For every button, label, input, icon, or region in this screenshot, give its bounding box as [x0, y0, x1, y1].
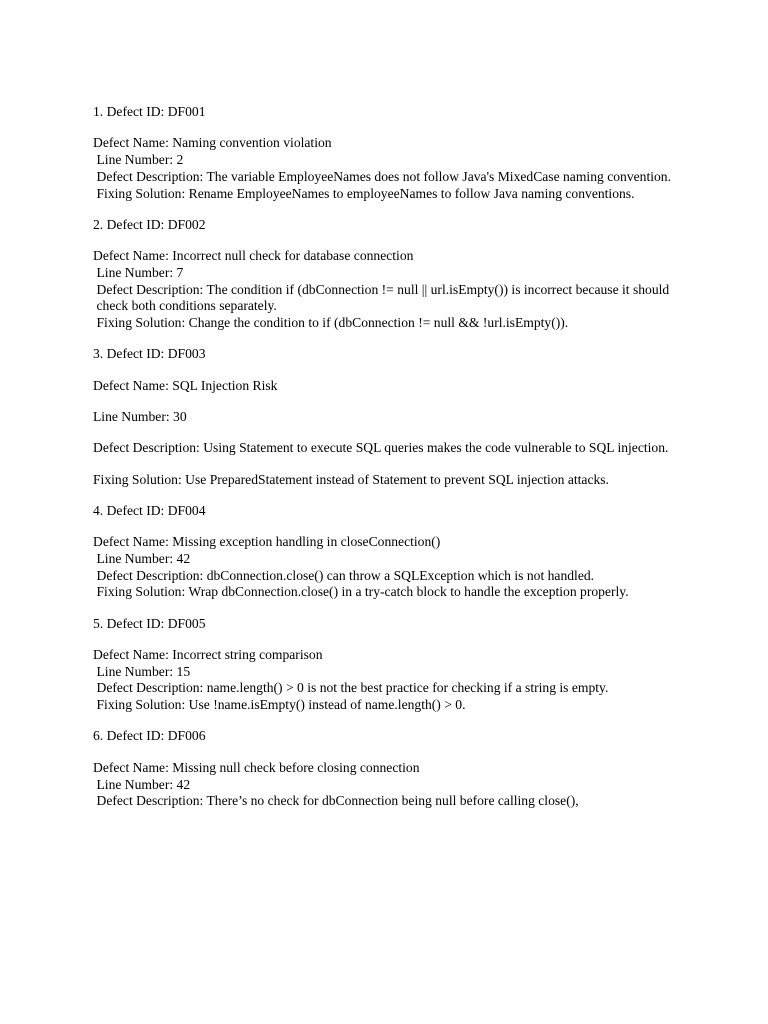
defect-entry-df005 — [93, 616, 683, 714]
defect-fixing-solution: Fixing Solution: Change the condition to if (dbConnection != null && !url.isEmpty()). — [96, 315, 569, 330]
defect-fields — [93, 378, 683, 489]
defect-fields — [93, 534, 683, 601]
defect-fixing-solution: Fixing Solution: Use !name.isEmpty() instead of name.length() > 0. — [96, 697, 466, 713]
defect-line-number: Line Number: 30 — [93, 408, 187, 424]
defect-heading: 6. Defect ID: DF006 — [93, 728, 206, 744]
defect-fixing-solution: Fixing Solution: Rename EmployeeNames to employeeNames to follow Java naming conventions. — [96, 185, 635, 201]
defect-name: Defect Name: SQL Injection Risk — [93, 377, 278, 393]
defect-description: Defect Description: Using Statement to execute SQL queries makes the code vulnerable to SQL injection. — [93, 440, 669, 456]
defect-heading: 2. Defect ID: DF002 — [93, 216, 206, 232]
defect-name: Defect Name: Missing null check before closing connection — [93, 759, 420, 775]
defect-list — [93, 104, 683, 825]
defect-heading: 4. Defect ID: DF004 — [93, 502, 206, 518]
defect-name: Defect Name: Incorrect string comparison — [93, 647, 323, 663]
defect-heading: 3. Defect ID: DF003 — [93, 346, 206, 362]
defect-line-number: Line Number: 42 — [96, 776, 191, 792]
defect-fixing-solution: Fixing Solution: Wrap dbConnection.close() in a try-catch block to handle the exception properly. — [96, 584, 629, 600]
defect-name: Defect Name: Incorrect null check for database connection — [93, 248, 414, 264]
defect-line-number: Line Number: 7 — [96, 264, 184, 280]
defect-description: Defect Description: dbConnection.close() can throw a SQLException which is not handled. — [96, 567, 595, 583]
defect-line-number: Line Number: 42 — [96, 550, 191, 566]
defect-entry-df001 — [93, 104, 683, 202]
defect-description: Defect Description: The condition if (dbConnection != null || url.isEmpty()) is incorrect because it should check both conditions separately. — [96, 281, 670, 314]
defect-entry-df002 — [93, 217, 683, 332]
defect-name: Defect Name: Missing exception handling in closeConnection() — [93, 534, 441, 550]
defect-entry-df003 — [93, 346, 683, 488]
defect-fixing-solution: Fixing Solution: Use PreparedStatement instead of Statement to prevent SQL injection attacks. — [93, 471, 609, 487]
defect-fields — [93, 647, 683, 714]
defect-description: Defect Description: The variable EmployeeNames does not follow Java's MixedCase naming convention. — [96, 168, 671, 184]
defect-entry-df004 — [93, 503, 683, 601]
defect-line-number: Line Number: 2 — [96, 152, 184, 168]
defect-description: Defect Description: name.length() > 0 is not the best practice for checking if a string is empty. — [96, 680, 609, 696]
defect-entry-df006 — [93, 728, 683, 810]
defect-heading: 1. Defect ID: DF001 — [93, 104, 206, 119]
defect-fields — [93, 760, 683, 810]
defect-description: Defect Description: There’s no check for dbConnection being null before calling close(), — [96, 793, 579, 809]
defect-line-number: Line Number: 15 — [96, 663, 191, 679]
defect-fields — [93, 248, 683, 332]
defect-name: Defect Name: Naming convention violation — [93, 135, 332, 151]
defect-heading: 5. Defect ID: DF005 — [93, 615, 206, 631]
defect-fields — [93, 135, 683, 202]
